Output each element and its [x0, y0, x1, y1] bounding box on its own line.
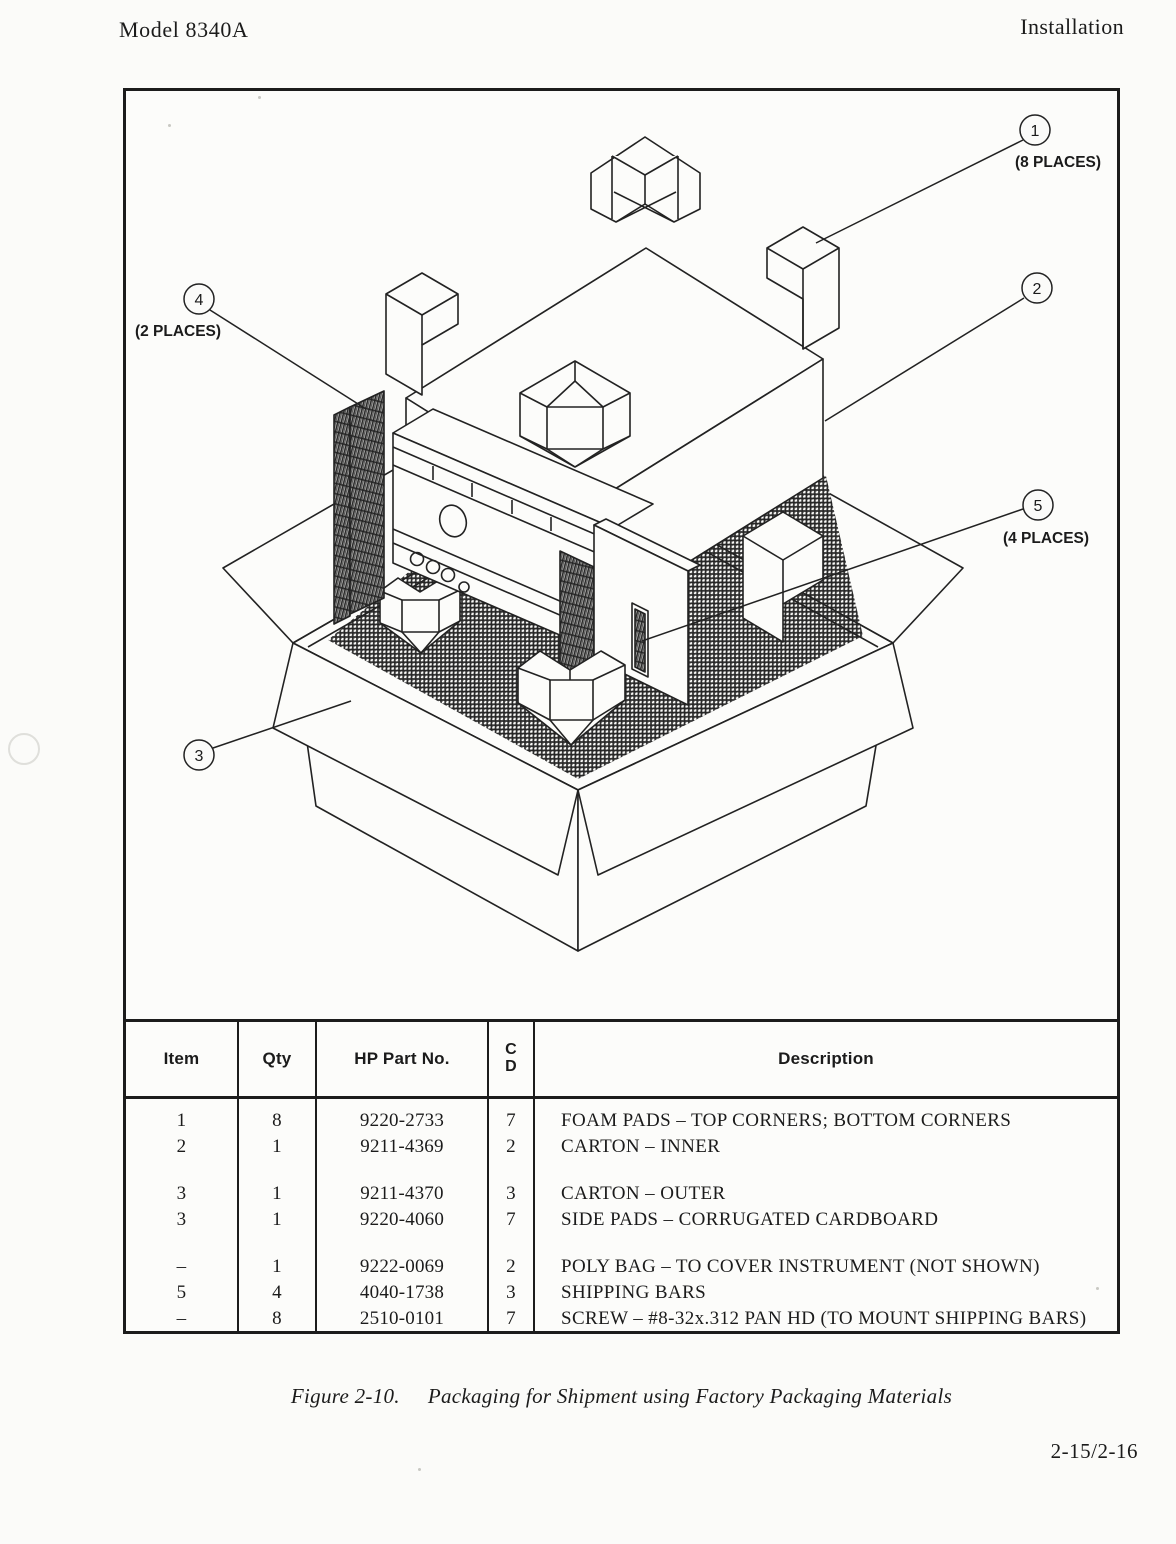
- callout-5-number: 5: [1033, 498, 1043, 515]
- callout-3-number: 3: [194, 748, 204, 765]
- col-header-item: Item: [126, 1021, 238, 1098]
- table-header-row: [126, 1021, 1117, 1098]
- table-row: [126, 1098, 1117, 1134]
- cell-cd: 3: [488, 1279, 534, 1305]
- cell-part: 9220-2733: [316, 1098, 488, 1134]
- cell-qty: 8: [238, 1305, 316, 1331]
- table-row: [126, 1206, 1117, 1232]
- cell-qty: 1: [238, 1206, 316, 1232]
- cell-part: 9211-4369: [316, 1133, 488, 1159]
- callout-5-note: (4 PLACES): [1002, 530, 1090, 547]
- cell-qty: [238, 1232, 316, 1253]
- cell-part: 9222-0069: [316, 1253, 488, 1279]
- scan-artifact-ring: [8, 733, 40, 765]
- cell-description: [534, 1159, 1117, 1180]
- cell-description: POLY BAG – TO COVER INSTRUMENT (NOT SHOWN): [534, 1253, 1117, 1279]
- figure-caption-text: Packaging for Shipment using Factory Packaging Materials: [427, 1384, 953, 1408]
- cell-cd: [488, 1159, 534, 1180]
- callout-4-number: 4: [194, 292, 204, 309]
- scan-speck: [1096, 1287, 1099, 1290]
- table-row: [126, 1305, 1117, 1331]
- scan-speck: [168, 124, 171, 127]
- scan-speck: [258, 96, 261, 99]
- figure-caption-label: Figure 2-10.: [290, 1384, 400, 1408]
- packaging-diagram: [126, 91, 1117, 1019]
- callout-1-number: 1: [1030, 123, 1040, 140]
- cell-qty: 8: [238, 1098, 316, 1134]
- cell-cd: 3: [488, 1180, 534, 1206]
- foam-pad-pair-top: [591, 137, 700, 222]
- cell-description: SCREW – #8-32x.312 PAN HD (TO MOUNT SHIPPING BARS): [534, 1305, 1117, 1331]
- cell-part: 9220-4060: [316, 1206, 488, 1232]
- scan-speck: [418, 1468, 421, 1471]
- cell-item: [126, 1159, 238, 1180]
- table-row: [126, 1253, 1117, 1279]
- cell-qty: 4: [238, 1279, 316, 1305]
- page-header-section: Installation: [1020, 14, 1124, 39]
- table-row: [126, 1279, 1117, 1305]
- cell-qty: [238, 1159, 316, 1180]
- cell-part: 9211-4370: [316, 1180, 488, 1206]
- side-pad-left-inner: [350, 391, 384, 614]
- table-row: [126, 1133, 1117, 1159]
- cell-description: CARTON – OUTER: [534, 1180, 1117, 1206]
- cell-part: [316, 1159, 488, 1180]
- callout-2-leader: [825, 298, 1024, 421]
- figure-caption: [123, 1384, 1120, 1409]
- parts-table: [126, 1019, 1117, 1331]
- cell-description: CARTON – INNER: [534, 1133, 1117, 1159]
- callout-2-number: 2: [1032, 281, 1042, 298]
- cell-item: 3: [176, 1209, 187, 1230]
- figure-frame: [123, 88, 1120, 1334]
- callout-1-leader: [816, 140, 1023, 243]
- cell-description: FOAM PADS – TOP CORNERS; BOTTOM CORNERS: [534, 1098, 1117, 1134]
- cell-description: SIDE PADS – CORRUGATED CARDBOARD: [534, 1206, 1117, 1232]
- col-header-cd-top: C: [505, 1041, 517, 1059]
- cell-cd: 2: [488, 1133, 534, 1159]
- foam-pad-window: [550, 680, 593, 720]
- table-row-spacer: [126, 1159, 1117, 1180]
- cell-cd: [488, 1232, 534, 1253]
- col-header-cd-bottom: D: [505, 1058, 517, 1075]
- cell-qty: 1: [238, 1133, 316, 1159]
- cell-qty: 1: [238, 1253, 316, 1279]
- col-header-qty: Qty: [238, 1021, 316, 1098]
- table-row: [126, 1180, 1117, 1206]
- cell-part: [316, 1232, 488, 1253]
- foam-pad-window: [402, 600, 439, 632]
- cell-item: 3: [176, 1183, 187, 1204]
- cell-item: 5: [176, 1282, 187, 1303]
- cell-item: 1: [176, 1110, 187, 1131]
- page-number: 2-15/2-16: [1050, 1439, 1138, 1463]
- page-header-model: Model 8340A: [119, 17, 249, 42]
- callout-1-note: (8 PLACES): [1014, 154, 1102, 171]
- cell-item: –: [176, 1308, 187, 1329]
- table-row-spacer: [126, 1232, 1117, 1253]
- callout-4-leader: [210, 310, 366, 409]
- cell-item: –: [176, 1256, 187, 1277]
- cell-cd: 7: [488, 1206, 534, 1232]
- col-header-description: Description: [534, 1021, 1117, 1098]
- cell-description: SHIPPING BARS: [534, 1279, 1117, 1305]
- col-header-cd: [488, 1021, 534, 1098]
- cell-part: 4040-1738: [316, 1279, 488, 1305]
- cell-cd: 2: [488, 1253, 534, 1279]
- cell-cd: 7: [488, 1305, 534, 1331]
- foam-pad-window: [547, 407, 603, 449]
- cell-item: 2: [176, 1136, 187, 1157]
- cell-cd: 7: [488, 1098, 534, 1134]
- cell-part: 2510-0101: [316, 1305, 488, 1331]
- callout-4-note: (2 PLACES): [134, 323, 222, 340]
- cell-item: [126, 1232, 238, 1253]
- cell-description: [534, 1232, 1117, 1253]
- col-header-part: HP Part No.: [316, 1021, 488, 1098]
- side-pad-left-outer: [334, 407, 350, 624]
- cell-qty: 1: [238, 1180, 316, 1206]
